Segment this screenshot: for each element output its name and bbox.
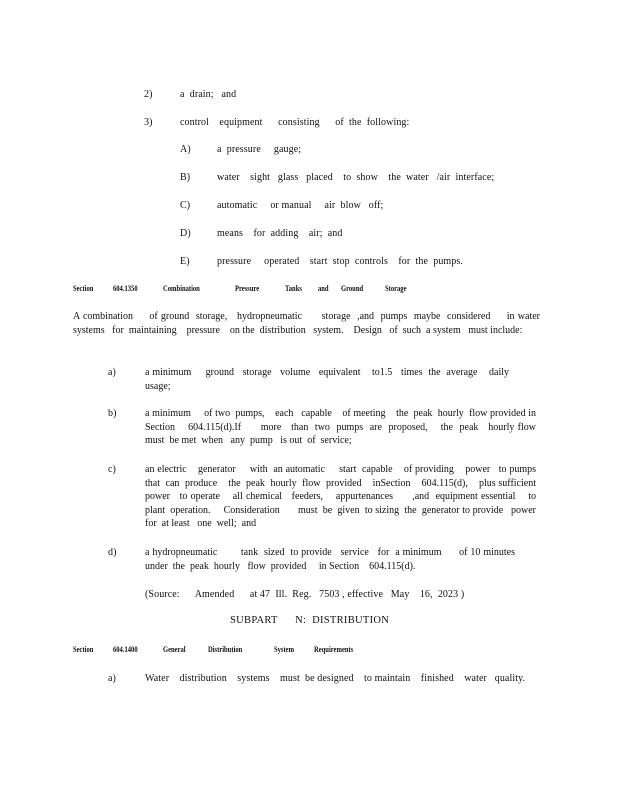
heading-section-number: 604.1350: [113, 284, 138, 293]
item-c-text: an electric generator with an automatic start capable of providing power to pumps that can produce the peak hourly flow provided inSection 604.115(d), plus sufficient power to operate all chemical feeders, appurtenances ,and equipment essential to plant operation. Consideration must be given to sizing the generator to provide power for at least one well; and: [145, 464, 546, 529]
sub-item-d-letter: D): [180, 228, 191, 239]
sub-item-c-letter: C): [180, 200, 191, 211]
section-1350-intro: A combination of ground storage, hydropneumatic storage ,and pumps maybe considered in water systems for maintaining pressure on the distribution system. Design of such a system must include:: [73, 311, 545, 336]
heading-word: Storage: [385, 284, 407, 293]
list-item-3-text: control equipment consisting of the following:: [180, 117, 410, 128]
item-d-letter: d): [108, 547, 117, 558]
heading-word: Ground: [341, 284, 364, 293]
sub-item-e-text: pressure operated start stop controls for the pumps.: [217, 256, 463, 267]
heading-word: Requirements: [314, 645, 354, 654]
item-b-text: a minimum of two pumps, each capable of meeting the peak hourly flow provided in Section 604.115(d).If more than two pumps are proposed, the peak hourly flow must be met when any pump is out of service;: [145, 408, 541, 446]
sub-item-c-text: automatic or manual air blow off;: [217, 200, 384, 211]
sub-item-b-letter: B): [180, 172, 191, 183]
heading-word: Section: [73, 284, 94, 293]
heading-word: and: [318, 284, 329, 293]
item-a-letter: a): [108, 367, 116, 378]
heading-word: Section: [73, 645, 94, 654]
item-c-letter: c): [108, 464, 116, 475]
heading-word: System: [274, 645, 295, 654]
list-item-3-number: 3): [144, 117, 153, 128]
item-a-text: a minimum ground storage volume equivalent to1.5 times the average daily usage;: [145, 367, 512, 392]
heading-section-number: 604.1400: [113, 645, 138, 654]
sub-item-a-letter: A): [180, 144, 191, 155]
subpart-title: SUBPART N: DISTRIBUTION: [230, 615, 390, 626]
list-item-2-text: a drain; and: [180, 89, 237, 100]
sub-item-b-text: water sight glass placed to show the water /air interface;: [217, 172, 495, 183]
sub-item-e-letter: E): [180, 256, 190, 267]
heading-word: Distribution: [208, 645, 243, 654]
heading-word: General: [163, 645, 186, 654]
heading-word: Combination: [163, 284, 200, 293]
item-b-letter: b): [108, 408, 117, 419]
sub-item-a-text: a pressure gauge;: [217, 144, 302, 155]
list-item-2-number: 2): [144, 89, 153, 100]
heading-word: Tanks: [285, 284, 302, 293]
item-d-text: a hydropneumatic tank sized to provide service for a minimum of 10 minutes under the peak hourly flow provided in Section 604.115(d).: [145, 547, 518, 572]
section-1400-item-a-letter: a): [108, 673, 116, 684]
section-1400-item-a-text: Water distribution systems must be designed to maintain finished water quality.: [145, 673, 526, 684]
heading-word: Pressure: [235, 284, 260, 293]
sub-item-d-text: means for adding air; and: [217, 228, 343, 239]
source-note: (Source: Amended at 47 Ill. Reg. 7503 , effective May 16, 2023 ): [145, 589, 465, 600]
